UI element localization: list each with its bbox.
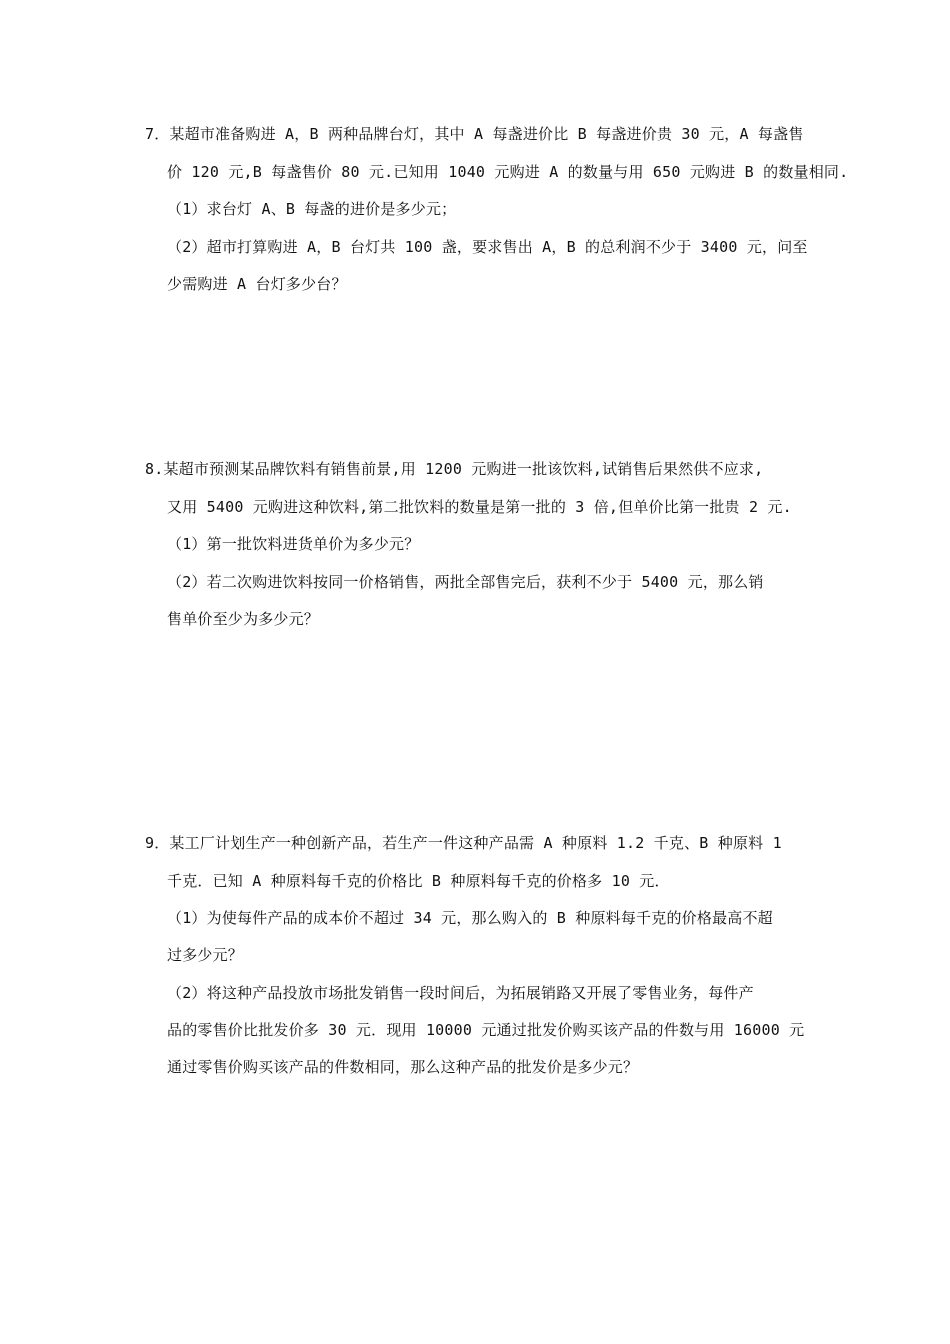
problem-8-question-2: （2）若二次购进饮料按同一价格销售，两批全部售完后，获利不少于 5400 元，那么销 — [167, 573, 764, 591]
problem-7-question-2: （2）超市打算购进 A，B 台灯共 100 盏，要求售出 A，B 的总利润不少于 3400 元，问至 — [167, 238, 808, 256]
problem-7-question-2-cont: 少需购进 A 台灯多少台？ — [167, 275, 347, 293]
problem-7-line-1: 7．某超市准备购进 A，B 两种品牌台灯，其中 A 每盏进价比 B 每盏进价贵 30 元，A 每盏售 — [145, 125, 804, 143]
problem-7-question-1: （1）求台灯 A、B 每盏的进价是多少元； — [167, 200, 457, 218]
problem-8-line-1: 8.某超市预测某品牌饮料有销售前景,用 1200 元购进一批该饮料,试销售后果然供不应求, — [145, 460, 764, 478]
problem-9-question-1: （1）为使每件产品的成本价不超过 34 元，那么购入的 B 种原料每千克的价格最高不超 — [167, 909, 773, 927]
problem-7-line-2: 价 120 元,B 每盏售价 80 元.已知用 1040 元购进 A 的数量与用 650 元购进 B 的数量相同. — [167, 163, 849, 181]
problem-9-question-2: （2）将这种产品投放市场批发销售一段时间后，为拓展销路又开展了零售业务，每件产 — [167, 984, 754, 1002]
problem-8-question-1: （1）第一批饮料进货单价为多少元？ — [167, 535, 420, 553]
problem-9-line-1: 9．某工厂计划生产一种创新产品，若生产一件这种产品需 A 种原料 1.2 千克、B 种原料 1 — [145, 834, 782, 852]
problem-9-line-2: 千克．已知 A 种原料每千克的价格比 B 种原料每千克的价格多 10 元． — [167, 872, 670, 890]
problem-9-question-2-cont-1: 品的零售价比批发价多 30 元．现用 10000 元通过批发价购买该产品的件数与用 16000 元 — [167, 1021, 805, 1039]
problem-8-line-2: 又用 5400 元购进这种饮料,第二批饮料的数量是第一批的 3 倍,但单价比第一批贵 2 元. — [167, 498, 792, 516]
problem-8-question-2-cont: 售单价至少为多少元？ — [167, 610, 320, 628]
problem-9-question-1-cont: 过多少元？ — [167, 946, 244, 964]
problem-9-question-2-cont-2: 通过零售价购买该产品的件数相同，那么这种产品的批发价是多少元？ — [167, 1058, 639, 1076]
